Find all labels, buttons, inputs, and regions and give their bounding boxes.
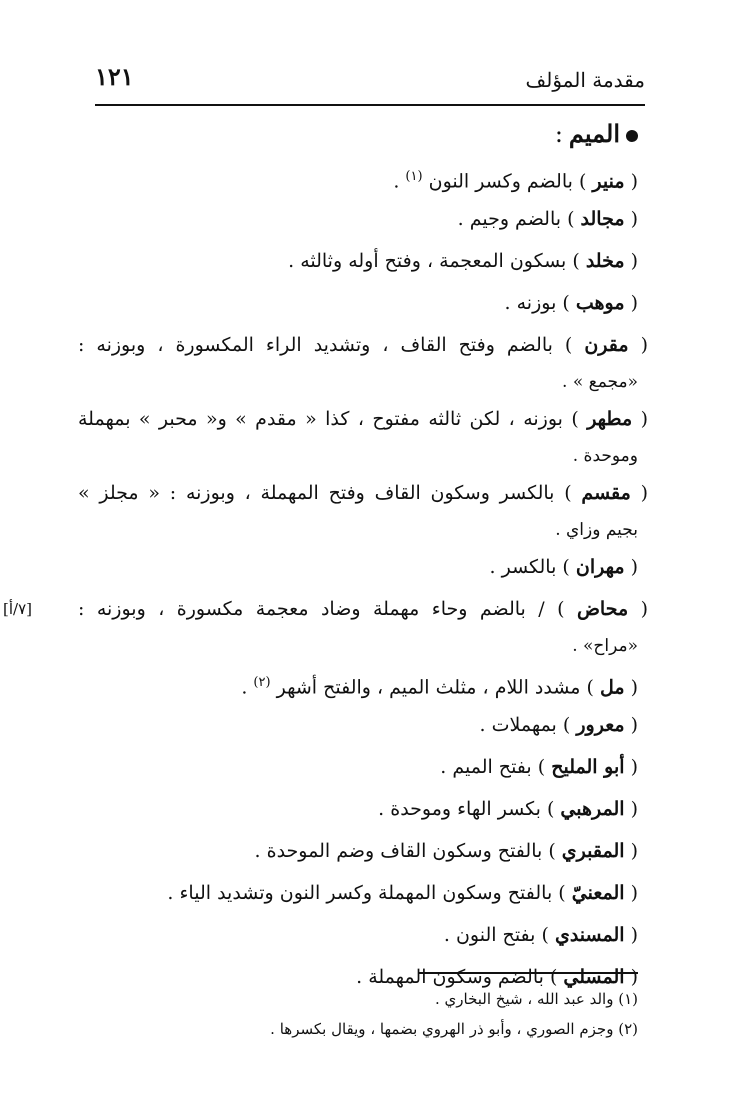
entry-line: ( مهران ) بالكسر . xyxy=(489,556,638,578)
entry-text: بالفتح وسكون المهملة وكسر النون وتشديد الياء . xyxy=(167,882,553,904)
entry-name: مطهر xyxy=(587,408,633,430)
header-rule xyxy=(95,104,645,106)
page-header xyxy=(95,62,645,102)
entry-line: ( مجالد ) بالضم وجيم . xyxy=(457,208,638,230)
entry-text: بالكسر وسكون القاف وفتح المهملة ، وبوزنه : « مجلز » xyxy=(78,482,555,504)
entry-line: ( أبو المليح ) بفتح الميم . xyxy=(440,756,638,778)
entry-line: ( منير ) بالضم وكسر النون $^{(١)}$ . xyxy=(393,169,638,193)
section-colon: : xyxy=(554,120,563,148)
entry-text: بوزنه . xyxy=(504,292,557,314)
entry-name: المرهبي xyxy=(560,798,625,820)
entry-text: بسكون المعجمة ، وفتح أوله وثالثه . xyxy=(288,250,567,272)
entry-text: بالضم وفتح القاف ، وتشديد الراء المكسورة ، وبوزنه : xyxy=(78,334,553,356)
entry-name: معرور xyxy=(576,714,625,736)
section-title: الميم xyxy=(568,119,620,148)
entry-text: بفتح النون . xyxy=(443,924,536,946)
entry-name: مل xyxy=(599,676,625,699)
entry-end: . xyxy=(393,170,400,193)
entry-name: مهران xyxy=(575,556,625,578)
entry-text: بالضم وكسر النون xyxy=(428,170,573,193)
footnote-2: (٢) وجزم الصوري ، وأبو ذر الهروي بضمها ، ويقال بكسرها . xyxy=(270,1020,638,1038)
entry-text: بالفتح وسكون القاف وضم الموحدة . xyxy=(254,840,543,862)
footnote-ref: (٢) xyxy=(253,675,271,690)
entry-line: ( مقرن ) بالضم وفتح القاف ، وتشديد الراء المكسورة ، وبوزنه : xyxy=(78,334,648,356)
entry-name: مجالد xyxy=(580,208,625,230)
running-title: مقدمة المؤلف xyxy=(525,68,645,92)
entry-text: بالضم وسكون المهملة . xyxy=(356,966,544,988)
entry-line: ( مطهر ) بوزنه ، لكن ثالثه مفتوح ، كذا « مقدم » و« محبر » بمهملة xyxy=(78,408,649,430)
entry-name: منير xyxy=(592,170,625,193)
entry-name: المقبري xyxy=(561,840,625,862)
entry-name: المسندي xyxy=(554,924,625,946)
entry-text: بوزنه ، لكن ثالثه مفتوح ، كذا « مقدم » و« محبر » بمهملة xyxy=(78,408,563,430)
entry-name: موهب xyxy=(575,292,625,314)
entry-end: . xyxy=(241,676,248,699)
entry-name: محاض xyxy=(576,598,629,620)
entry-line: ( مقسم ) بالكسر وسكون القاف وفتح المهملة ، وبوزنه : « مجلز » xyxy=(78,482,648,504)
marginal-folio-note: [٧/أ] xyxy=(3,600,32,618)
entry-continuation: وموحدة . xyxy=(572,446,638,466)
entry-text: بمهملات . xyxy=(479,714,557,736)
entry-name: المعنيّ xyxy=(571,882,625,904)
entry-line: ( محاض ) / بالضم وحاء مهملة وضاد معجمة مكسورة ، وبوزنه : [٧/أ] xyxy=(78,588,648,630)
entry-text: بفتح الميم . xyxy=(440,756,532,778)
entry-text: بكسر الهاء وموحدة . xyxy=(378,798,541,820)
footnotes xyxy=(78,984,638,1044)
entry-name: المسلي xyxy=(563,966,625,988)
entry-line: ( معرور ) بمهملات . xyxy=(479,714,638,736)
entry-line: ( المرهبي ) بكسر الهاء وموحدة . xyxy=(378,798,638,820)
entry-line: ( مل ) مشدد اللام ، مثلث الميم ، والفتح أشهر $^{(٢)}$ . xyxy=(241,675,638,699)
bullet-icon xyxy=(626,130,638,142)
entry-line: ( المقبري ) بالفتح وسكون القاف وضم الموحدة . xyxy=(254,840,638,862)
entry-text: بالكسر . xyxy=(489,556,557,578)
footnote-1: (١) والد عبد الله ، شيخ البخاري . xyxy=(435,990,638,1008)
entry-text: / بالضم وحاء مهملة وضاد معجمة مكسورة ، وبوزنه : xyxy=(78,598,545,620)
entry-text: مشدد اللام ، مثلث الميم ، والفتح أشهر xyxy=(276,676,581,699)
entry-line: ( المسندي ) بفتح النون . xyxy=(443,924,638,946)
entry-name: أبو المليح xyxy=(551,756,625,778)
entry-name: مقسم xyxy=(581,482,631,504)
entry-line: ( المسلي ) بالضم وسكون المهملة . xyxy=(356,966,638,988)
section-heading xyxy=(78,112,638,156)
entry-continuation: «مراح» . xyxy=(572,636,638,656)
entry-name: مقرن xyxy=(584,334,629,356)
main-text xyxy=(3,112,649,998)
entry-continuation: «مجمع » . xyxy=(562,372,638,392)
entry-line: ( المعنيّ ) بالفتح وسكون المهملة وكسر النون وتشديد الياء . xyxy=(167,882,638,904)
entry-line: ( موهب ) بوزنه . xyxy=(504,292,638,314)
entry-name: مخلد xyxy=(585,250,625,272)
page-number: ١٢١ xyxy=(95,62,134,91)
entry-text: بالضم وجيم . xyxy=(457,208,562,230)
footnote-ref: (١) xyxy=(405,169,423,184)
entry-continuation: بجيم وزاي . xyxy=(555,520,638,540)
footnote-rule xyxy=(418,972,638,974)
entry-line: ( مخلد ) بسكون المعجمة ، وفتح أوله وثالثه . xyxy=(288,250,638,272)
